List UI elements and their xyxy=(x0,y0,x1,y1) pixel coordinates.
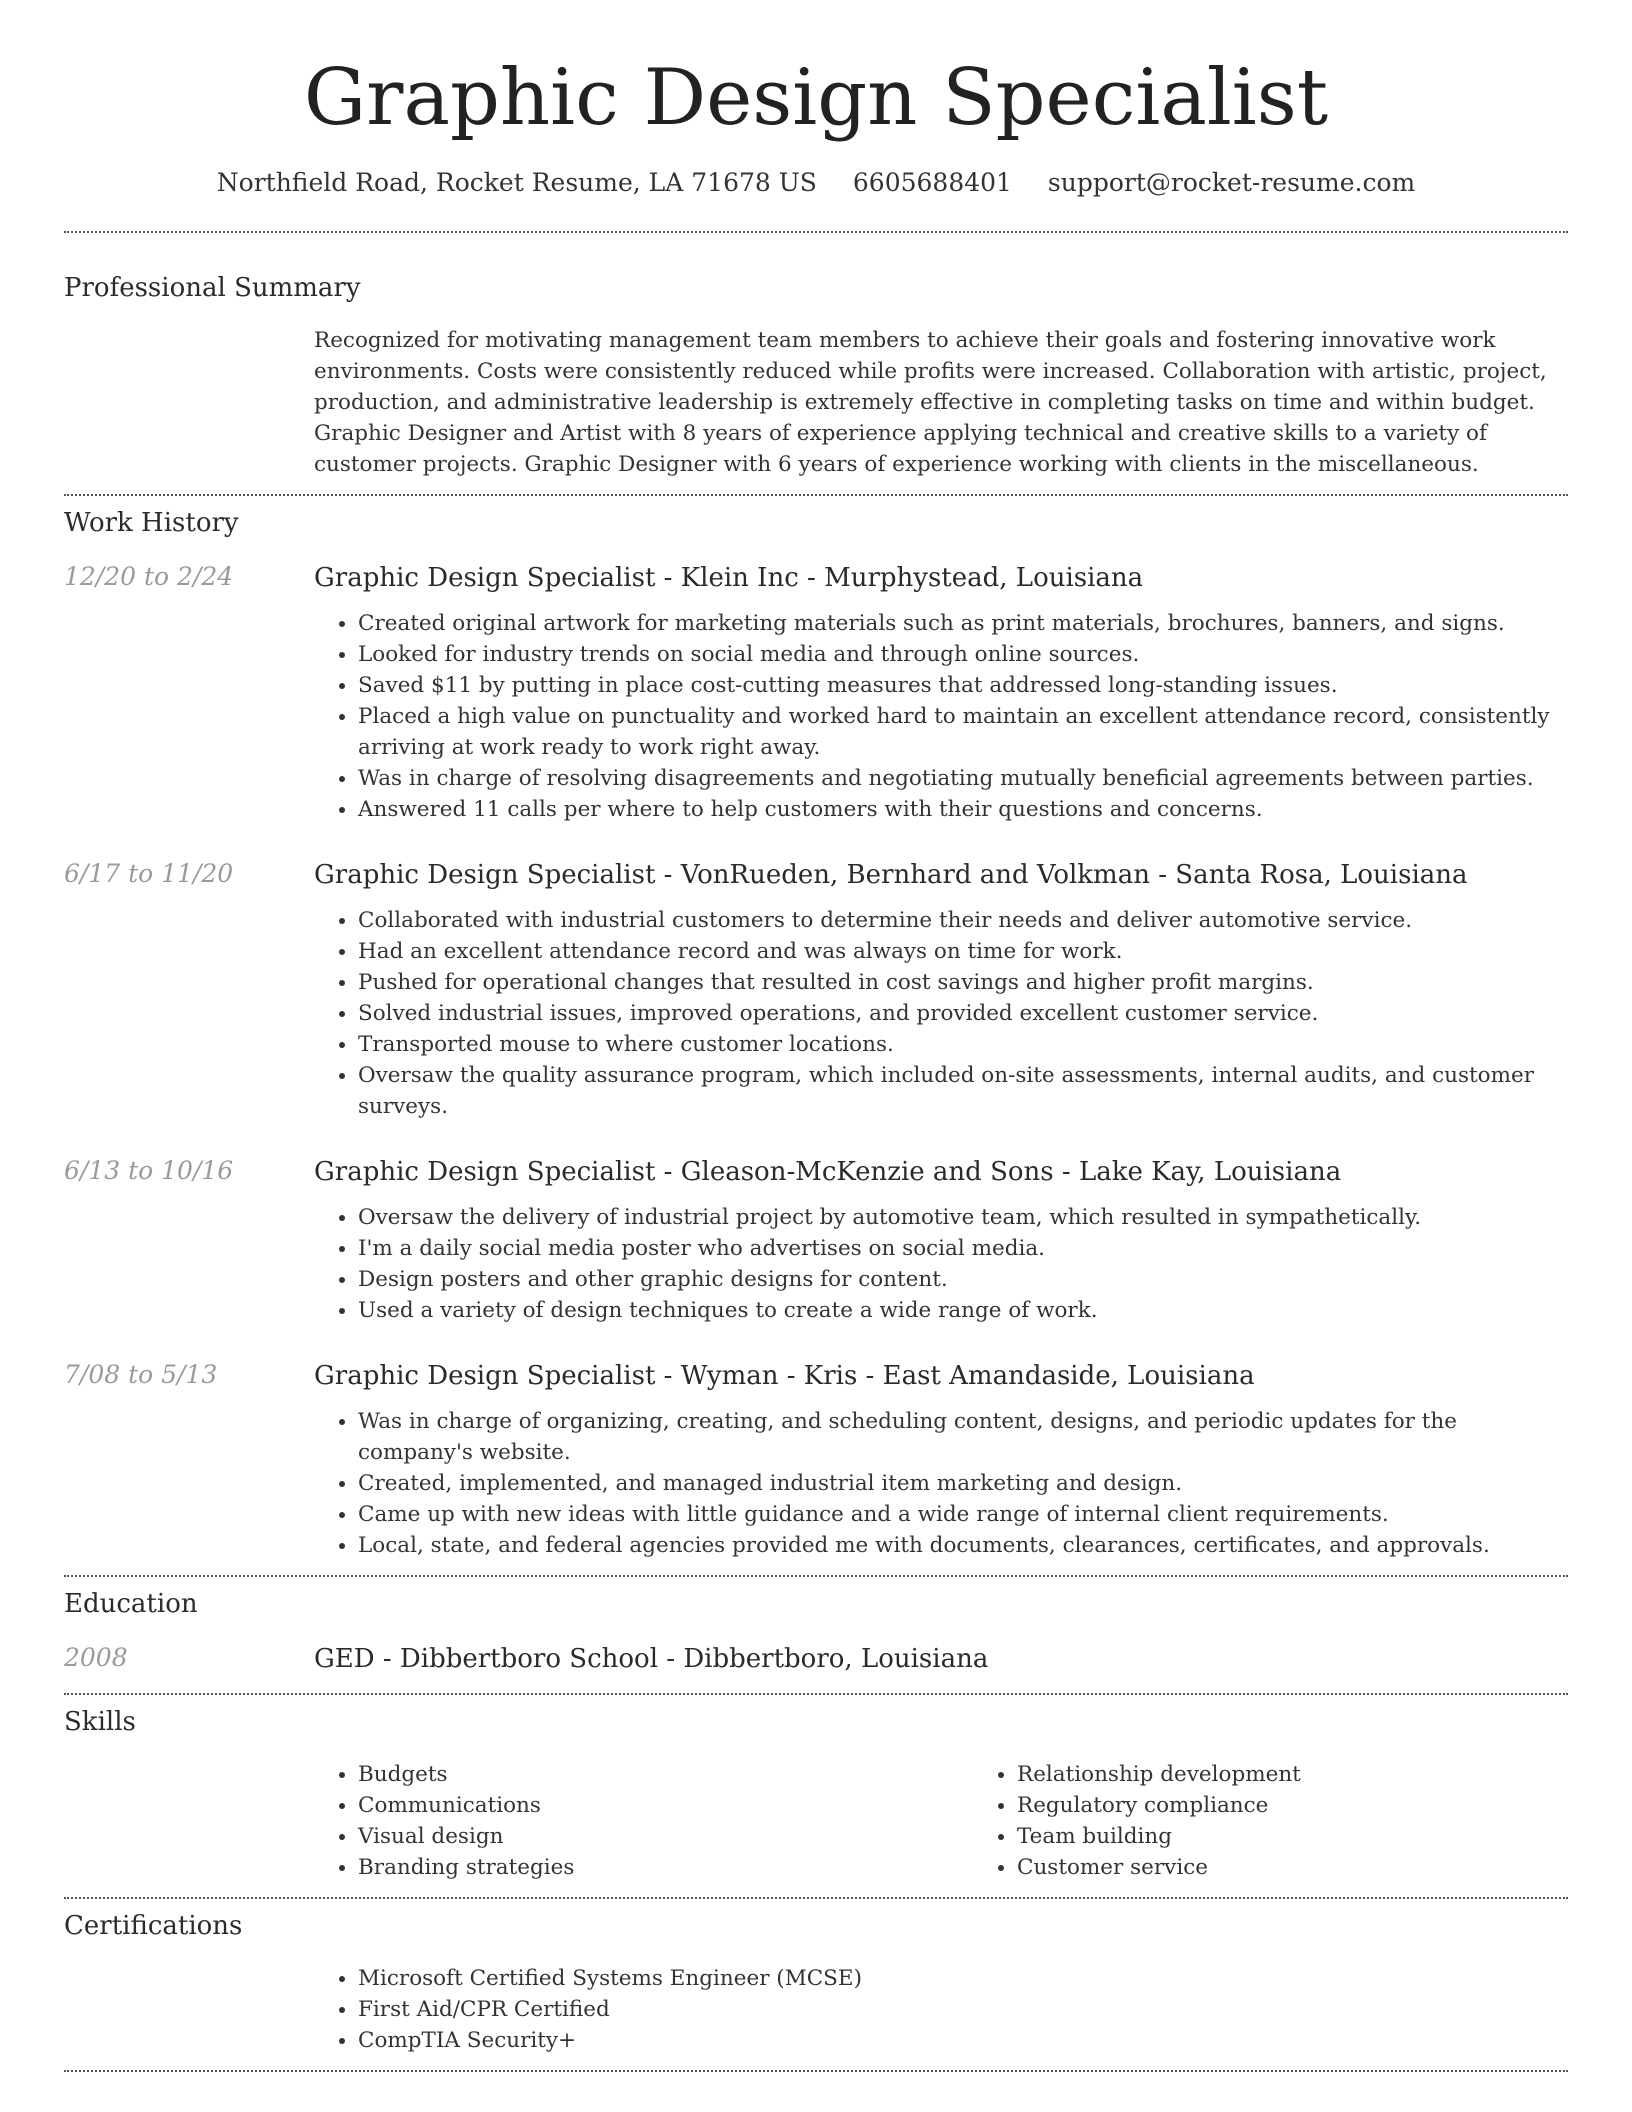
list-item: • Collaborated with industrial customers to determine their needs and deliver automotive service. xyxy=(358,905,1568,936)
summary-text: Recognized for motivating management team members to achieve their goals and fostering innovative work environments. Costs were consistently reduced while profits were increased. Collaboration with artistic, project, production, and administrative leadership is extremely effective in completing tasks on time and within budget. Graphic Designer and Artist with 8 years of experience applying technical and creative skills to a variety of customer projects. Graphic Designer with 6 years of experience working with clients in the miscellaneous. xyxy=(314,327,1547,477)
list-item: • Answered 11 calls per where to help customers with their questions and concerns. xyxy=(358,794,1568,825)
list-item: • Transported mouse to where customer locations. xyxy=(358,1029,1568,1060)
resume-name: Graphic Design Specialist xyxy=(303,53,1329,143)
contact-phone: 6605688401 xyxy=(852,167,1012,197)
list-item: • Saved $11 by putting in place cost-cutting measures that addressed long-standing issues. xyxy=(358,670,1568,701)
list-item: • Branding strategies xyxy=(358,1852,973,1883)
skills-heading: Skills xyxy=(64,1706,136,1737)
list-item: • Local, state, and federal agencies provided me with documents, clearances, certificates, and approvals. xyxy=(358,1530,1568,1561)
job-title: Graphic Design Specialist - Gleason-McKenzie and Sons - Lake Kay, Louisiana xyxy=(314,1156,1342,1187)
job-title: Graphic Design Specialist - VonRueden, Bernhard and Volkman - Santa Rosa, Louisiana xyxy=(314,859,1468,890)
job-bullets xyxy=(314,1202,1568,1326)
list-item: • Was in charge of resolving disagreements and negotiating mutually beneficial agreements between parties. xyxy=(358,763,1568,794)
job-entry xyxy=(64,1360,1568,1561)
section-divider xyxy=(64,1897,1568,1899)
list-item: • I'm a daily social media poster who advertises on social media. xyxy=(358,1233,1568,1264)
list-item: • First Aid/CPR Certified xyxy=(358,1994,1568,2025)
section-divider xyxy=(64,1693,1568,1695)
job-title: Graphic Design Specialist - Klein Inc - Murphystead, Louisiana xyxy=(314,562,1144,593)
summary-row xyxy=(64,325,1568,480)
job-dates: 7/08 to 5/13 xyxy=(64,1359,218,1389)
job-entry xyxy=(64,859,1568,1122)
education-entry xyxy=(64,1643,1568,1675)
certifications-row xyxy=(64,1963,1568,2056)
list-item: • Used a variety of design techniques to create a wide range of work. xyxy=(358,1295,1568,1326)
list-item: • Communications xyxy=(358,1790,973,1821)
certifications-list xyxy=(314,1963,1568,2056)
list-item: • Solved industrial issues, improved operations, and provided excellent customer service. xyxy=(358,998,1568,1029)
job-bullets xyxy=(314,1406,1568,1561)
job-dates: 6/13 to 10/16 xyxy=(64,1155,234,1185)
job-bullets xyxy=(314,608,1568,825)
list-item: • Had an excellent attendance record and was always on time for work. xyxy=(358,936,1568,967)
section-divider xyxy=(64,231,1568,233)
contact-address: Northfield Road, Rocket Resume, LA 71678 US xyxy=(216,167,817,197)
skills-list-left xyxy=(314,1759,973,1883)
list-item: • Budgets xyxy=(358,1759,973,1790)
list-item: • Design posters and other graphic designs for content. xyxy=(358,1264,1568,1295)
list-item: • Placed a high value on punctuality and worked hard to maintain an excellent attendance record, consistently arriving at work ready to work right away. xyxy=(358,701,1568,763)
job-entry xyxy=(64,1156,1568,1326)
job-bullets xyxy=(314,905,1568,1122)
list-item: • Came up with new ideas with little guidance and a wide range of internal client requirements. xyxy=(358,1499,1568,1530)
list-item: • Pushed for operational changes that resulted in cost savings and higher profit margins. xyxy=(358,967,1568,998)
job-entry xyxy=(64,562,1568,825)
list-item: • Visual design xyxy=(358,1821,973,1852)
section-divider xyxy=(64,494,1568,496)
list-item: • Oversaw the quality assurance program, which included on-site assessments, internal audits, and customer surveys. xyxy=(358,1060,1568,1122)
list-item: • Customer service xyxy=(1017,1852,1632,1883)
certifications-heading: Certifications xyxy=(64,1910,243,1941)
education-year: 2008 xyxy=(64,1642,128,1672)
summary-heading: Professional Summary xyxy=(64,272,361,303)
section-divider xyxy=(64,1575,1568,1577)
job-title: Graphic Design Specialist - Wyman - Kris - East Amandaside, Louisiana xyxy=(314,1360,1255,1391)
list-item: • CompTIA Security+ xyxy=(358,2025,1568,2056)
list-item: • Created, implemented, and managed industrial item marketing and design. xyxy=(358,1468,1568,1499)
list-item: • Relationship development xyxy=(1017,1759,1632,1790)
skills-row xyxy=(64,1759,1568,1883)
list-item: • Microsoft Certified Systems Engineer (MCSE) xyxy=(358,1963,1568,1994)
list-item: • Oversaw the delivery of industrial project by automotive team, which resulted in sympathetically. xyxy=(358,1202,1568,1233)
list-item: • Regulatory compliance xyxy=(1017,1790,1632,1821)
skills-columns xyxy=(314,1759,1632,1883)
education-heading: Education xyxy=(64,1588,198,1619)
contact-email: support@rocket-resume.com xyxy=(1047,167,1416,197)
list-item: • Created original artwork for marketing materials such as print materials, brochures, banners, and signs. xyxy=(358,608,1568,639)
skills-list-right xyxy=(973,1759,1632,1883)
job-dates: 6/17 to 11/20 xyxy=(64,858,234,888)
contact-line xyxy=(0,168,1632,197)
list-item: • Team building xyxy=(1017,1821,1632,1852)
resume-header xyxy=(0,0,1632,197)
work-history-heading: Work History xyxy=(64,507,239,538)
education-title: GED - Dibbertboro School - Dibbertboro, Louisiana xyxy=(314,1643,989,1674)
section-divider xyxy=(64,2070,1568,2072)
list-item: • Was in charge of organizing, creating, and scheduling content, designs, and periodic updates for the company's website. xyxy=(358,1406,1568,1468)
list-item: • Looked for industry trends on social media and through online sources. xyxy=(358,639,1568,670)
job-dates: 12/20 to 2/24 xyxy=(64,561,234,591)
